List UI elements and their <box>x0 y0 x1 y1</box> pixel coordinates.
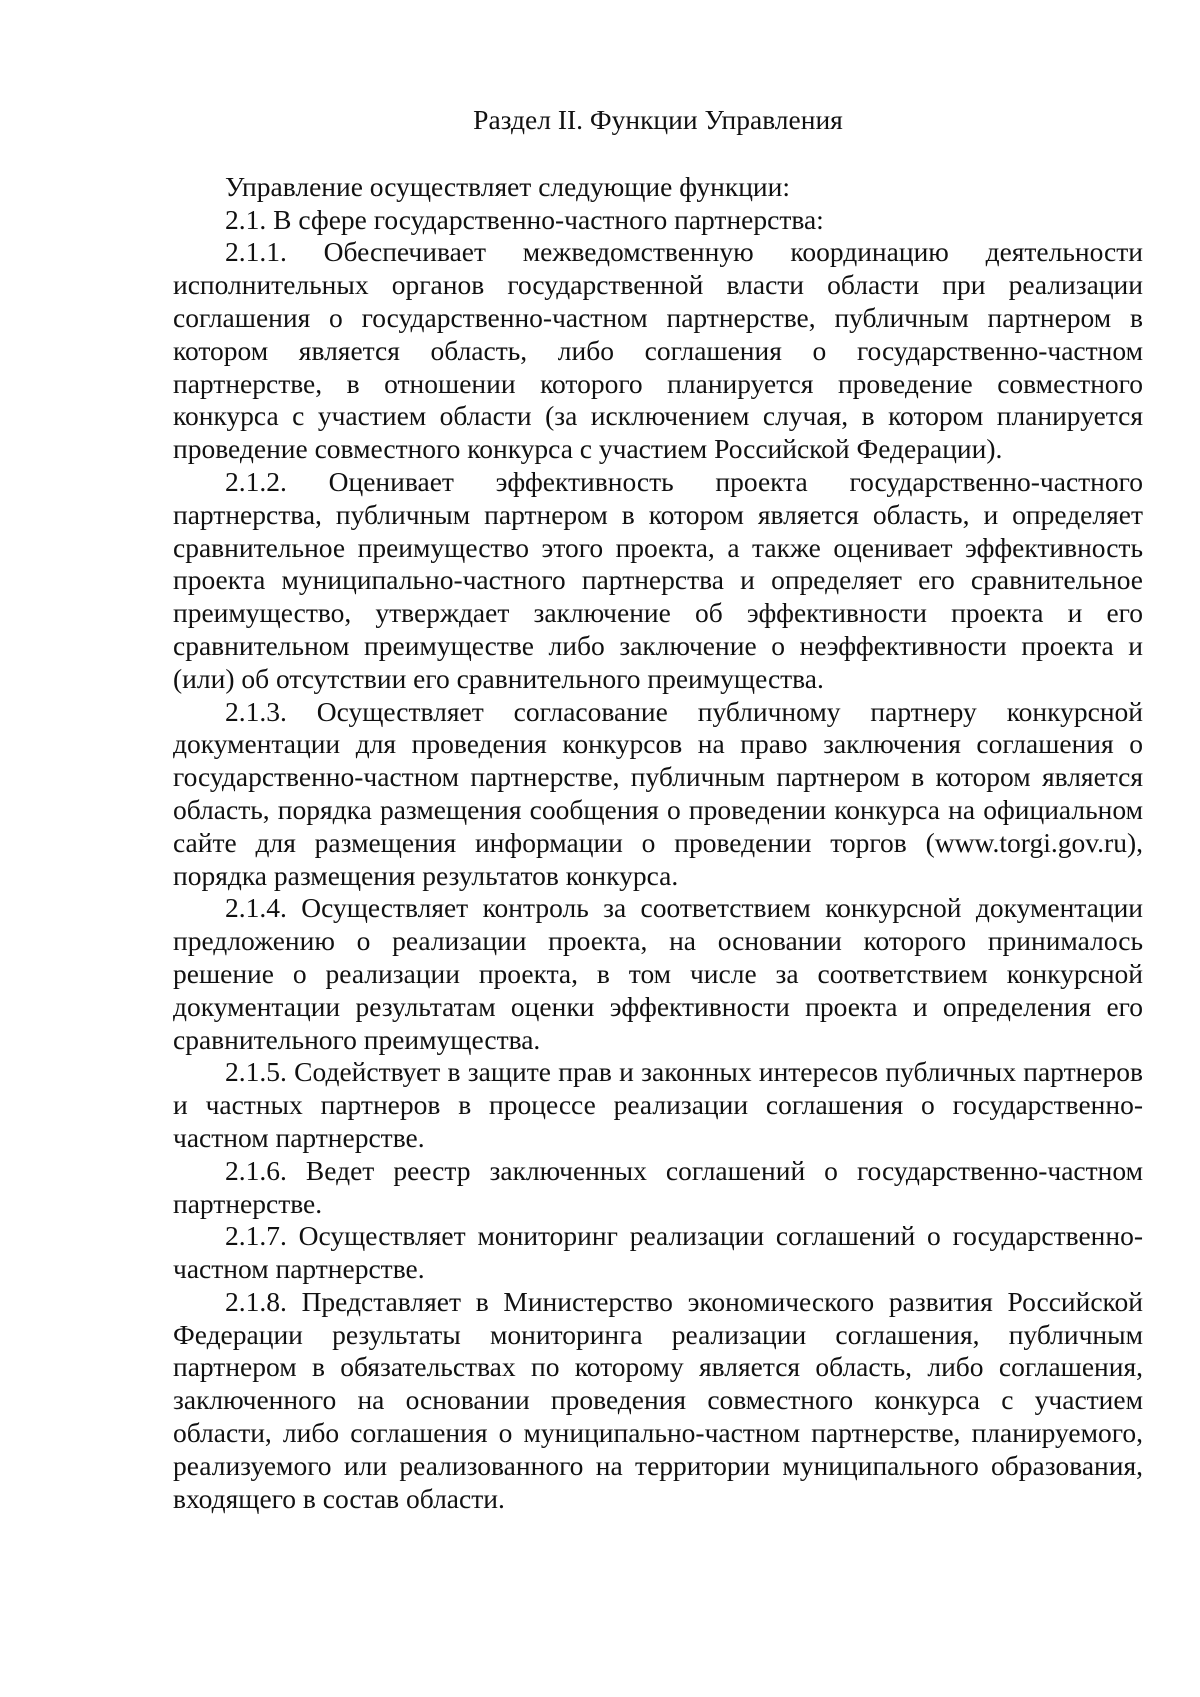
subsection-title: 2.1. В сфере государственно-частного партнерства: <box>225 203 824 235</box>
item-2-1-4: 2.1.4. Осуществляет контроль за соответствием конкурсной документации предложению о реализации проекта, на основании которого принималось решение о реализации проекта, в том числе за соответствием конкурсной документации результатам оценки эффективности проекта и определения его сравнительного преимущества. <box>173 892 1143 1055</box>
section-heading: Раздел II. Функции Управления <box>473 104 843 135</box>
item-2-1-6: 2.1.6. Ведет реестр заключенных соглашений о государственно-частном партнерстве. <box>173 1154 1143 1219</box>
item-2-1-7: 2.1.7. Осуществляет мониторинг реализации соглашений о государственно-частном партнерстве. <box>173 1220 1143 1285</box>
item-2-1-8: 2.1.8. Представляет в Министерство экономического развития Российской Федерации результаты мониторинга реализации соглашения, публичным партнером в обязательствах по которому является область, либо соглашения, заключенного на основании проведения совместного конкурса с участием области, либо соглашения о муниципально-частном партнерстве, планируемого, реализуемого или реализованного на территории муниципального образования, входящего в состав области. <box>173 1285 1143 1514</box>
item-2-1-5: 2.1.5. Содействует в защите прав и законных интересов публичных партнеров и частных партнеров в процессе реализации соглашения о государственно-частном партнерстве. <box>173 1056 1143 1153</box>
item-2-1-1: 2.1.1. Обеспечивает межведомственную координацию деятельности исполнительных органов государственной власти области при реализации соглашения о государственно-частном партнерстве, публичным партнером в котором является область, либо соглашения о государственно-частном партнерстве, в отношении которого планируется проведение совместного конкурса с участием области (за исключением случая, в котором планируется проведение совместного конкурса с участием Российской Федерации). <box>173 236 1143 465</box>
document-page <box>173 104 1143 1515</box>
intro-paragraph: Управление осуществляет следующие функции: <box>225 170 790 202</box>
item-2-1-2: 2.1.2. Оценивает эффективность проекта государственно-частного партнерства, публичным партнером в котором является область, и определяет сравнительное преимущество этого проекта, а также оценивает эффективность проекта муниципально-частного партнерства и определяет его сравнительное преимущество, утверждает заключение об эффективности проекта и его сравнительном преимуществе либо заключение о неэффективности проекта и (или) об отсутствии его сравнительного преимущества. <box>173 465 1143 694</box>
item-2-1-3: 2.1.3. Осуществляет согласование публичному партнеру конкурсной документации для проведения конкурсов на право заключения соглашения о государственно-частном партнерстве, публичным партнером в котором является область, порядка размещения сообщения о проведении конкурса на официальном сайте для размещения информации о проведении торгов (www.torgi.gov.ru), порядка размещения результатов конкурса. <box>173 695 1143 891</box>
